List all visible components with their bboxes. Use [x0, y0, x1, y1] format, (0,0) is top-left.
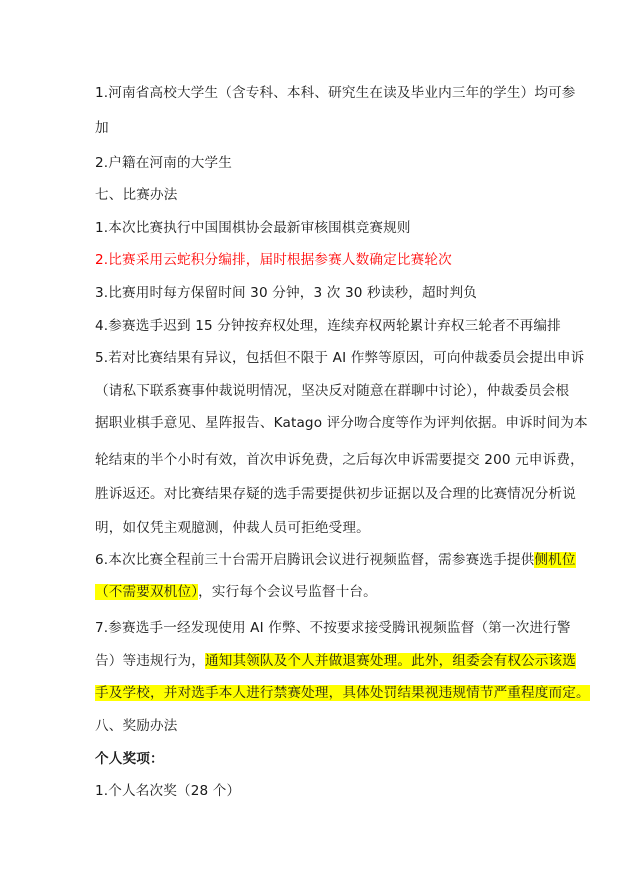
method-item-7-cont-text: 告）等违规行为， [95, 653, 205, 669]
method-item-6 [95, 551, 576, 569]
highlight-no-dual-camera: （不需要双机位） [95, 584, 199, 600]
method-item-4: 4.参赛选手迟到 15 分钟按弃权处理，连续弃权两轮累计弃权三轮者不再编排 [95, 318, 561, 334]
method-item-7: 7.参赛选手一经发现使用 AI 作弊、不按要求接受腾讯视频监督（第一次进行警 [95, 620, 571, 636]
eligibility-item-1-cont: 加 [95, 120, 109, 136]
eligibility-item-2: 2.户籍在河南的大学生 [95, 155, 232, 171]
section-heading-awards: 八、奖励办法 [95, 718, 178, 734]
method-item-6-text: 6.本次比赛全程前三十台需开启腾讯会议进行视频监督，需参赛选手提供 [95, 552, 535, 568]
individual-awards-heading: 个人奖项： [95, 751, 164, 767]
method-item-3: 3.比赛用时每方保留时间 30 分钟，3 次 30 秒读秒，超时判负 [95, 285, 477, 301]
method-item-6-cont [95, 583, 547, 601]
method-item-2: 2.比赛采用云蛇积分编排，届时根据参赛人数确定比赛轮次 [95, 252, 452, 268]
section-heading-competition-method: 七、比赛办法 [95, 187, 178, 203]
method-item-1: 1.本次比赛执行中国围棋协会最新审核围棋竞赛规则 [95, 220, 411, 236]
method-item-5-cont: 胜诉返还。对比赛结果存疑的选手需要提供初步证据以及合理的比赛情况分析说 [95, 486, 577, 502]
method-item-5-cont: 明，如仅凭主观臆测，仲裁人员可拒绝受理。 [95, 520, 370, 536]
highlight-penalty: 通知其领队及个人并做退赛处理。此外，组委会有权公示该选 [204, 653, 577, 669]
highlight-side-camera: 侧机位 [534, 552, 576, 568]
award-item-1: 1.个人名次奖（28 个） [95, 783, 241, 799]
method-item-7-cont [95, 652, 577, 670]
eligibility-item-1: 1.河南省高校大学生（含专科、本科、研究生在读及毕业内三年的学生）均可参 [95, 85, 576, 101]
highlight-penalty-cont: 手及学校，并对选手本人进行禁赛处理，具体处罚结果视违规情节严重程度而定。 [95, 685, 590, 701]
method-item-6-cont-text: ，实行每个会议号监督十台。 [198, 584, 377, 600]
method-item-5: 5.若对比赛结果有异议，包括但不限于 AI 作弊等原因，可向仲裁委员会提出申诉 [95, 350, 585, 366]
method-item-5-cont: 轮结束的半个小时有效，首次申诉免费，之后每次申诉需要提交 200 元申诉费， [95, 452, 584, 468]
method-item-7-cont [95, 684, 590, 702]
method-item-5-cont: （请私下联系赛事仲裁说明情况，坚决反对随意在群聊中讨论），仲裁委员会根 [95, 383, 570, 399]
method-item-5-cont: 据职业棋手意见、星阵报告、Katago 评分吻合度等作为评判依据。申诉时间为本 [95, 415, 588, 431]
